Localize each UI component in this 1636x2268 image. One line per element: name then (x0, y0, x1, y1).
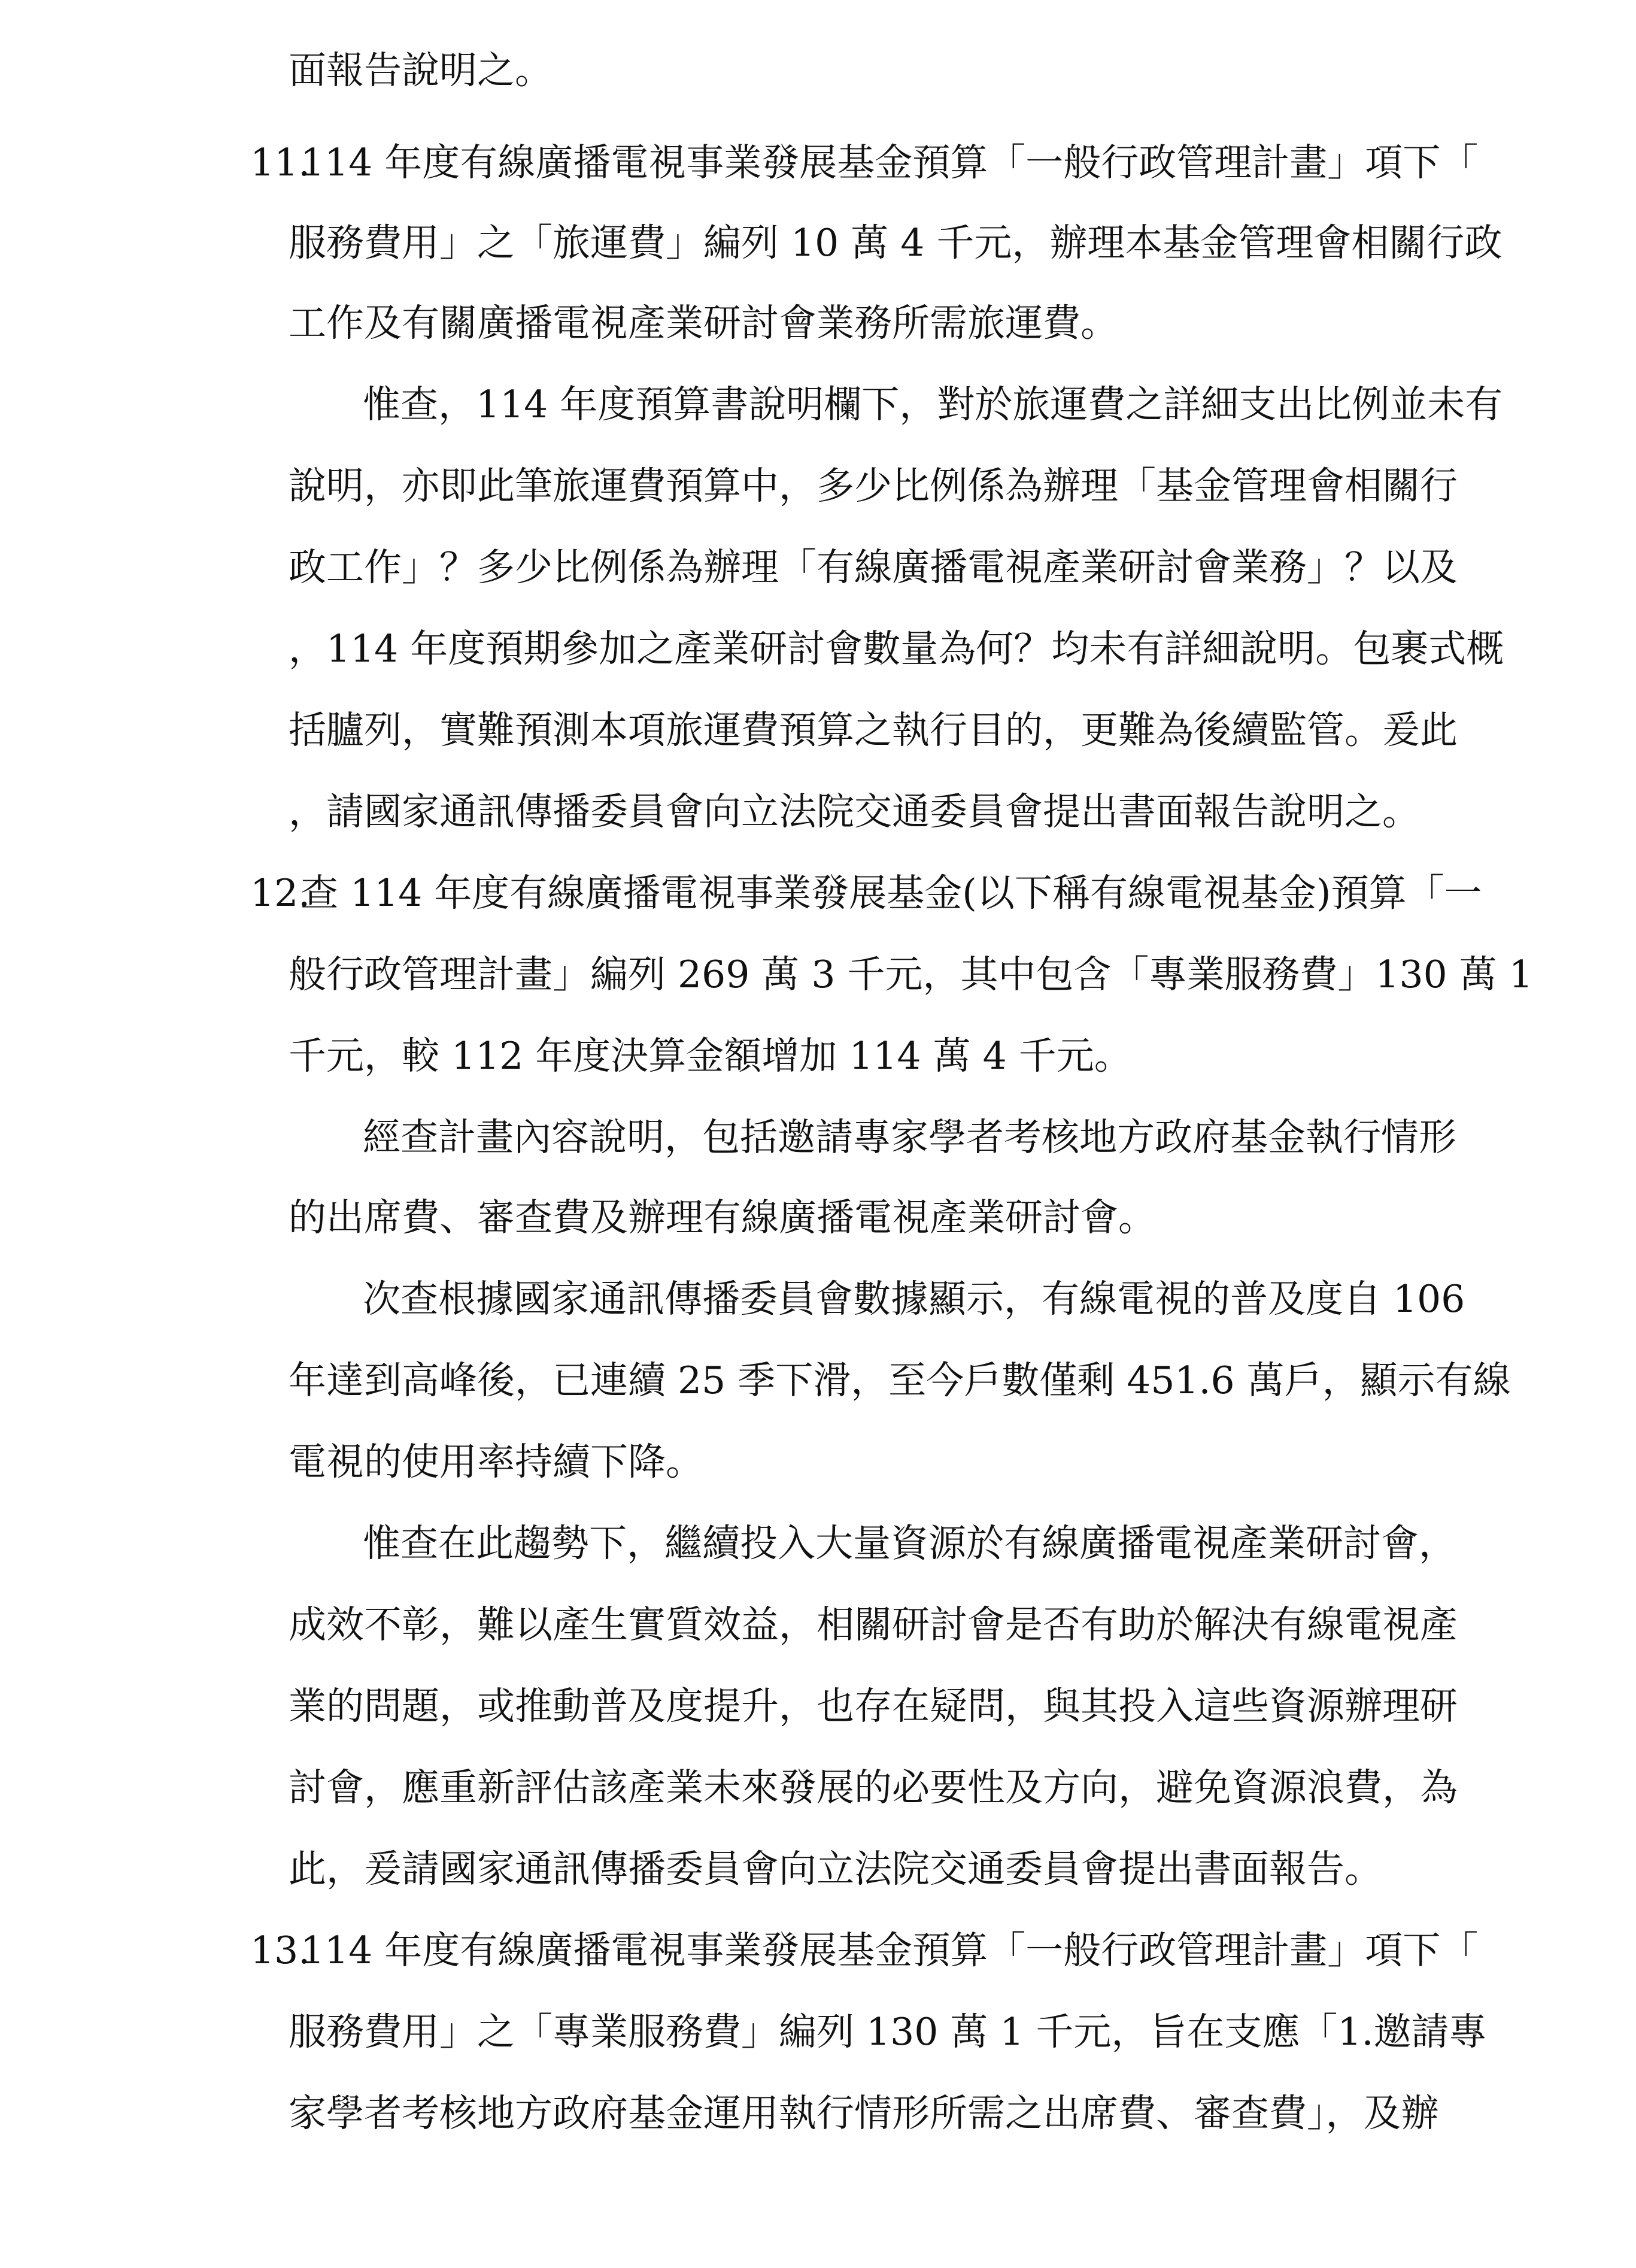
item-13-line-3: 家學者考核地方政府基金運用執行情形所需之出席費、審查費」，及辦 (289, 2091, 1439, 2135)
item-11-para-1-line-5: 括臚列，實難預測本項旅運費預算之執行目的，更難為後續監管。爰此 (289, 708, 1458, 752)
item-11-para-1-line-4: ，114 年度預期參加之產業研討會數量為何？均未有詳細說明。包裹式概 (289, 627, 1504, 671)
item-13-line-2: 服務費用」之「專業服務費」編列 130 萬 1 千元，旨在支應「1.邀請專 (289, 2010, 1487, 2054)
item-12-line-1: 查 114 年度有線廣播電視事業發展基金(以下稱有線電視基金)預算「一 (301, 871, 1482, 915)
item-11-line-2: 服務費用」之「旅運費」編列 10 萬 4 千元，辦理本基金管理會相關行政 (289, 221, 1503, 265)
item-12-number: 12. (250, 871, 311, 915)
item-11-para-1-line-2: 說明，亦即此筆旅運費預算中，多少比例係為辦理「基金管理會相關行 (289, 464, 1458, 508)
item-12-para-3-line-5: 此，爰請國家通訊傳播委員會向立法院交通委員會提出書面報告。 (289, 1847, 1382, 1891)
item-12-para-2-line-2: 年達到高峰後，已連續 25 季下滑，至今戶數僅剩 451.6 萬戶，顯示有線 (289, 1359, 1511, 1402)
item-12-para-1-line-2: 的出席費、審查費及辦理有線廣播電視產業研討會。 (289, 1196, 1156, 1239)
item-12-para-3-line-3: 業的問題，或推動普及度提升，也存在疑問，與其投入這些資源辦理研 (289, 1684, 1458, 1728)
item-13-number: 13. (250, 1929, 311, 1972)
item-11-line-3: 工作及有關廣播電視產業研討會業務所需旅運費。 (289, 301, 1118, 345)
item-12-para-2-line-1: 次查根據國家通訊傳播委員會數據顯示，有線電視的普及度自 106 (363, 1277, 1465, 1321)
item-12-para-3-line-1: 惟查在此趨勢下，繼續投入大量資源於有線廣播電視產業研討會， (363, 1521, 1456, 1565)
item-12-para-2-line-3: 電視的使用率持續下降。 (289, 1440, 703, 1484)
item-13-line-1: 114 年度有線廣播電視事業發展基金預算「一般行政管理計畫」項下「 (301, 1929, 1479, 1972)
item-12-line-2: 般行政管理計畫」編列 269 萬 3 千元，其中包含「專業服務費」130 萬 1 (289, 953, 1533, 996)
item-12-para-3-line-2: 成效不彰，難以產生實質效益，相關研討會是否有助於解決有線電視產 (289, 1603, 1458, 1647)
item-12-para-1-line-1: 經查計畫內容說明，包括邀請專家學者考核地方政府基金執行情形 (363, 1115, 1456, 1159)
item-11-number: 11. (250, 141, 311, 184)
item-11-line-1: 114 年度有線廣播電視事業發展基金預算「一般行政管理計畫」項下「 (301, 141, 1479, 184)
item-11-para-1-line-1: 惟查，114 年度預算書說明欄下，對於旅運費之詳細支出比例並未有 (363, 383, 1503, 426)
item-11-para-1-line-3: 政工作」？多少比例係為辦理「有線廣播電視產業研討會業務」？以及 (289, 545, 1458, 589)
intro-tail-line: 面報告說明之。 (289, 48, 553, 92)
item-12-line-3: 千元，較 112 年度決算金額增加 114 萬 4 千元。 (289, 1034, 1132, 1078)
item-12-para-3-line-4: 討會，應重新評估該產業未來發展的必要性及方向，避免資源浪費，為 (289, 1766, 1458, 1809)
item-11-para-1-line-6: ，請國家通訊傳播委員會向立法院交通委員會提出書面報告說明之。 (289, 790, 1420, 833)
